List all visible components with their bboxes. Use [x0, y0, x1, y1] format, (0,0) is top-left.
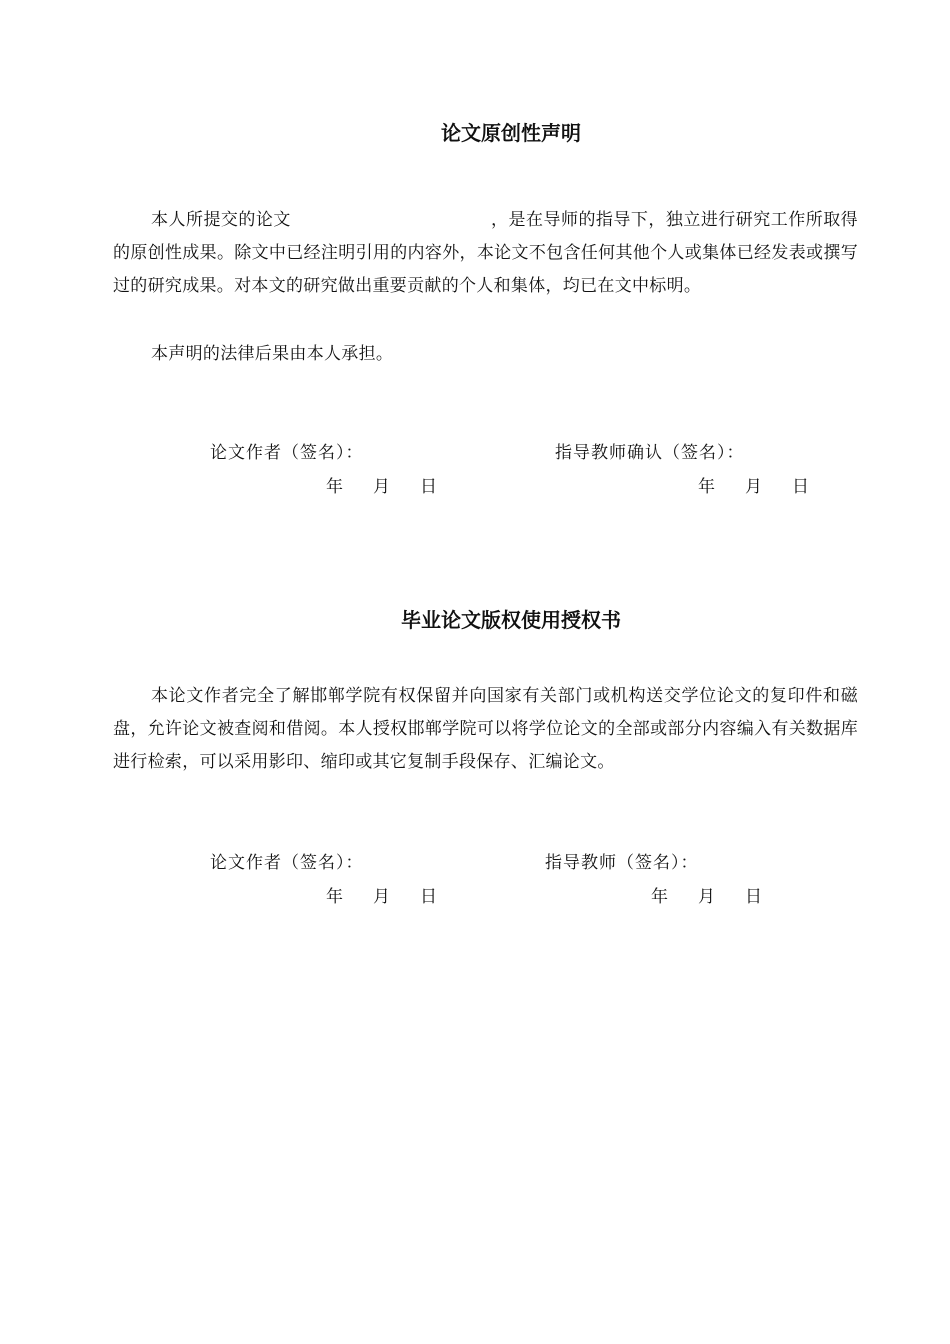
declaration-author-signature-label: 论文作者（签名）： [210, 443, 364, 463]
date-year: 年 [698, 477, 715, 497]
date-year: 年 [326, 477, 343, 497]
declaration-legal-paragraph: 本声明的法律后果由本人承担。 [151, 344, 394, 364]
date-day: 日 [792, 477, 809, 497]
declaration-paragraph [113, 204, 858, 303]
date-day: 日 [745, 887, 762, 907]
authorization-advisor-date [651, 882, 762, 907]
date-year: 年 [651, 887, 668, 907]
date-day: 日 [420, 887, 437, 907]
authorization-title: 毕业论文版权使用授权书 [401, 608, 621, 632]
date-month: 月 [373, 887, 390, 907]
authorization-paragraph: 本论文作者完全了解邯郸学院有权保留并向国家有关部门或机构送交学位论文的复印件和磁盘，允许论文被查阅和借阅。本人授权邯郸学院可以将学位论文的全部或部分内容编入有关数据库进行检索，可以采用影印、缩印或其它复制手段保存、汇编论文。 [113, 686, 858, 772]
date-month: 月 [373, 477, 390, 497]
authorization-author-date [326, 882, 437, 907]
declaration-title: 论文原创性声明 [441, 121, 581, 145]
date-day: 日 [420, 477, 437, 497]
declaration-paragraph-body: ，是在导师的指导下，独立进行研究工作所取得的原创性成果。除文中已经注明引用的内容外，本论文不包含任何其他个人或集体已经发表或撰写过的研究成果。对本文的研究做出重要贡献的个人和集体，均已在文中标明。 [113, 210, 858, 296]
declaration-advisor-date [698, 472, 809, 497]
date-month: 月 [745, 477, 762, 497]
date-month: 月 [698, 887, 715, 907]
declaration-paragraph-prefix: 本人所提交的论文 [151, 210, 291, 230]
authorization-author-signature-label: 论文作者（签名）： [210, 853, 364, 873]
date-year: 年 [326, 887, 343, 907]
declaration-author-date [326, 472, 437, 497]
declaration-advisor-signature-label: 指导教师确认（签名）： [555, 443, 745, 463]
authorization-advisor-signature-label: 指导教师（签名）： [545, 853, 699, 873]
